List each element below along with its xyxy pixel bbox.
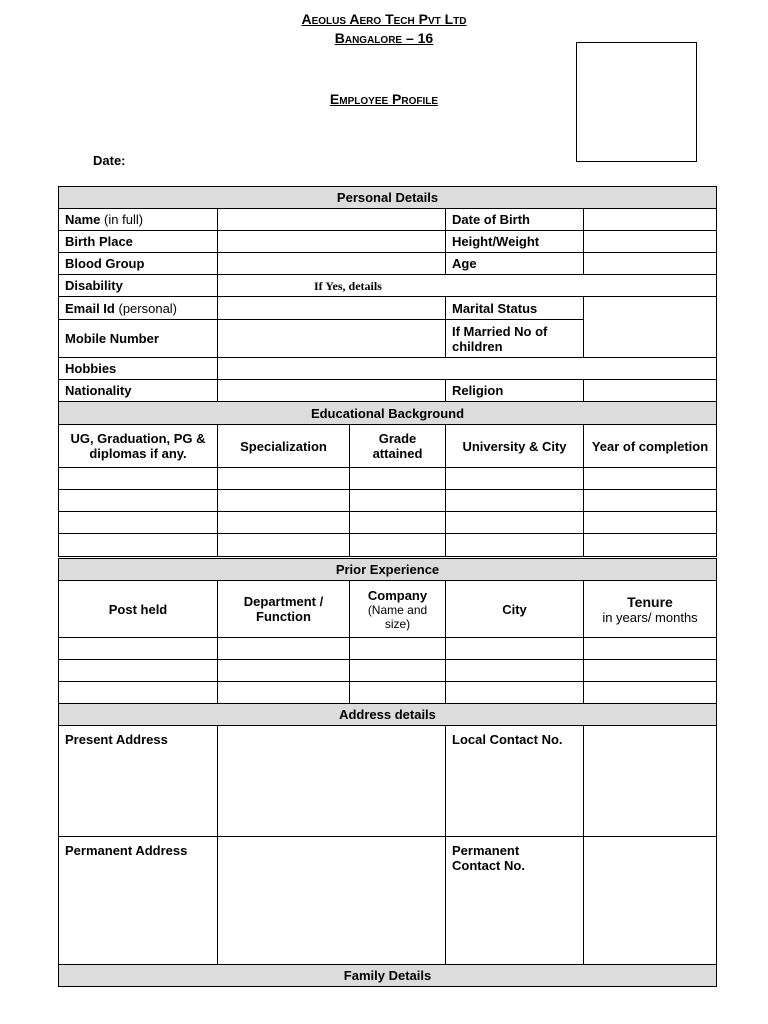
religion-label: Religion	[446, 380, 584, 402]
exp-cell[interactable]	[446, 638, 584, 660]
nationality-field[interactable]	[218, 380, 446, 402]
edu-header-year: Year of completion	[584, 425, 717, 468]
edu-cell[interactable]	[446, 534, 584, 557]
edu-cell[interactable]	[584, 534, 717, 557]
edu-cell[interactable]	[584, 512, 717, 534]
edu-cell[interactable]	[584, 490, 717, 512]
company-name: Aeolus Aero Tech Pvt Ltd	[301, 11, 467, 27]
exp-cell[interactable]	[584, 638, 717, 660]
marital-status-label: Marital Status	[446, 297, 584, 320]
permanent-address-label: Permanent Address	[59, 837, 218, 965]
birth-place-field[interactable]	[218, 231, 446, 253]
edu-cell[interactable]	[218, 512, 350, 534]
permanent-contact-field[interactable]	[584, 837, 717, 965]
experience-heading: Prior Experience	[59, 559, 717, 581]
religion-field[interactable]	[584, 380, 717, 402]
education-row	[59, 468, 717, 490]
education-row	[59, 512, 717, 534]
edu-cell[interactable]	[59, 490, 218, 512]
permanent-contact-label: Permanent Contact No.	[446, 837, 584, 965]
exp-cell[interactable]	[584, 660, 717, 682]
blood-group-field[interactable]	[218, 253, 446, 275]
if-yes-label: If Yes, details	[314, 278, 382, 293]
address-heading: Address details	[59, 704, 717, 726]
age-field[interactable]	[584, 253, 717, 275]
exp-header-city: City	[446, 581, 584, 638]
exp-cell[interactable]	[350, 660, 446, 682]
present-address-label: Present Address	[59, 726, 218, 837]
edu-cell[interactable]	[59, 534, 218, 557]
edu-header-degree: UG, Graduation, PG & diplomas if any.	[59, 425, 218, 468]
exp-cell[interactable]	[59, 638, 218, 660]
blood-group-label: Blood Group	[59, 253, 218, 275]
marital-status-field[interactable]	[584, 297, 717, 358]
edu-cell[interactable]	[218, 534, 350, 557]
family-heading: Family Details	[59, 965, 717, 987]
present-address-field[interactable]	[218, 726, 446, 837]
exp-cell[interactable]	[59, 660, 218, 682]
exp-header-post: Post held	[59, 581, 218, 638]
edu-cell[interactable]	[446, 468, 584, 490]
edu-header-specialization: Specialization	[218, 425, 350, 468]
edu-cell[interactable]	[350, 468, 446, 490]
exp-cell[interactable]	[584, 682, 717, 704]
experience-row	[59, 660, 717, 682]
education-row	[59, 490, 717, 512]
edu-cell[interactable]	[350, 534, 446, 557]
disability-field[interactable]	[218, 275, 717, 297]
exp-cell[interactable]	[446, 660, 584, 682]
local-contact-label: Local Contact No.	[446, 726, 584, 837]
name-label: Name (in full)	[59, 209, 218, 231]
edu-cell[interactable]	[59, 468, 218, 490]
hobbies-label: Hobbies	[59, 358, 218, 380]
exp-header-company: Company (Name and size)	[350, 581, 446, 638]
exp-cell[interactable]	[218, 638, 350, 660]
edu-cell[interactable]	[584, 468, 717, 490]
edu-header-grade: Grade attained	[350, 425, 446, 468]
exp-cell[interactable]	[350, 638, 446, 660]
exp-cell[interactable]	[350, 682, 446, 704]
hobbies-field[interactable]	[218, 358, 717, 380]
nationality-label: Nationality	[59, 380, 218, 402]
age-label: Age	[446, 253, 584, 275]
personal-education-table	[58, 186, 717, 557]
email-field[interactable]	[218, 297, 446, 320]
birth-place-label: Birth Place	[59, 231, 218, 253]
education-row	[59, 534, 717, 557]
experience-address-table	[58, 558, 717, 987]
name-field[interactable]	[218, 209, 446, 231]
experience-row	[59, 682, 717, 704]
exp-cell[interactable]	[218, 682, 350, 704]
edu-cell[interactable]	[218, 468, 350, 490]
photo-box[interactable]	[576, 42, 697, 162]
edu-cell[interactable]	[350, 512, 446, 534]
exp-cell[interactable]	[446, 682, 584, 704]
edu-cell[interactable]	[218, 490, 350, 512]
children-label: If Married No of children	[446, 320, 584, 358]
edu-cell[interactable]	[446, 512, 584, 534]
exp-cell[interactable]	[59, 682, 218, 704]
company-city: Bangalore – 16	[334, 30, 434, 46]
disability-label: Disability	[59, 275, 218, 297]
mobile-field[interactable]	[218, 320, 446, 358]
experience-row	[59, 638, 717, 660]
form-title: Employee Profile	[329, 91, 439, 107]
edu-cell[interactable]	[59, 512, 218, 534]
mobile-label: Mobile Number	[59, 320, 218, 358]
edu-cell[interactable]	[350, 490, 446, 512]
exp-cell[interactable]	[218, 660, 350, 682]
height-weight-field[interactable]	[584, 231, 717, 253]
permanent-address-field[interactable]	[218, 837, 446, 965]
dob-label: Date of Birth	[446, 209, 584, 231]
edu-cell[interactable]	[446, 490, 584, 512]
exp-header-tenure: Tenure in years/ months	[584, 581, 717, 638]
email-label: Email Id (personal)	[59, 297, 218, 320]
local-contact-field[interactable]	[584, 726, 717, 837]
education-heading: Educational Background	[59, 402, 717, 425]
dob-field[interactable]	[584, 209, 717, 231]
edu-header-university: University & City	[446, 425, 584, 468]
height-weight-label: Height/Weight	[446, 231, 584, 253]
personal-details-heading: Personal Details	[59, 187, 717, 209]
date-label: Date:	[93, 153, 126, 168]
exp-header-department: Department / Function	[218, 581, 350, 638]
